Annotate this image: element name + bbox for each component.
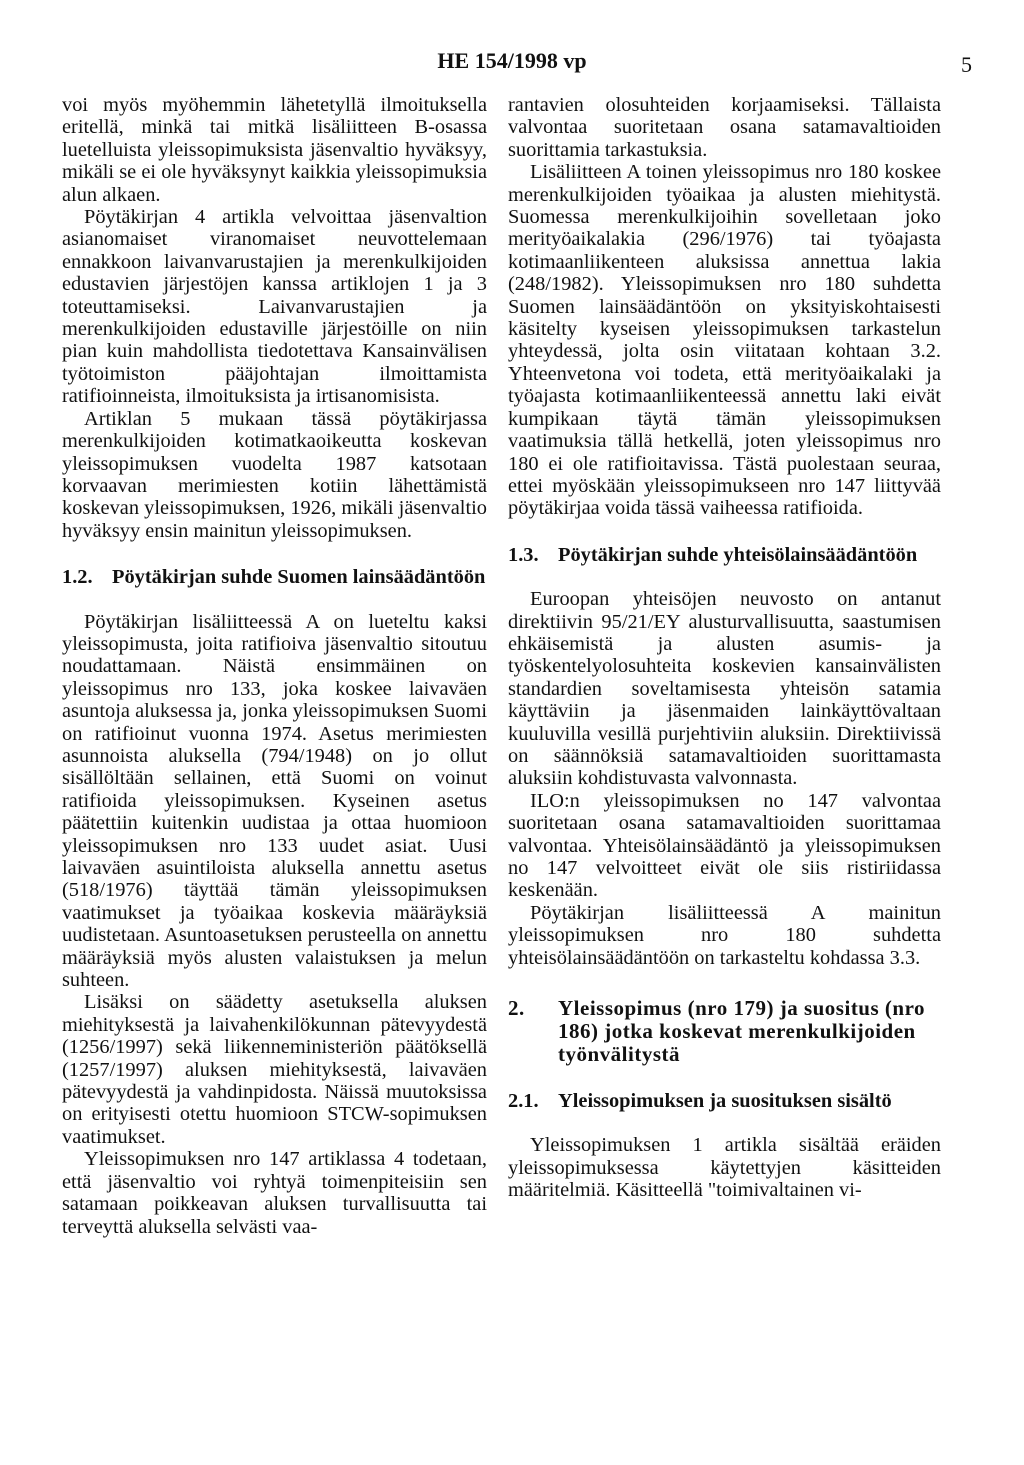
heading-title: Pöytäkirjan suhde Suomen lainsäädäntöön <box>112 566 486 589</box>
paragraph: Pöytäkirjan lisäliitteessä A on lueteltu kaksi yleissopimusta, joita ratifioiva jäsenvaltio sitoutuu noudattamaan. Näistä ensimmäinen on yleissopimus nro 133, joka koskee laivaväen asuntoja aluksessa ja, jonka yleissopimuksen Suomi on ratifioinut vuonna 1974. Asetus merimiesten asunnoista aluksella (794/1948) on jo ollut sisällöltään sellainen, että Suomi on voinut ratifioida yleissopimuksen. Kyseinen asetus päätettiin kuitenkin uudistaa ja ottaa huomioon yleissopimuksen nro 133 uudet asiat. Uusi laivaväen asuintiloista aluksella annettu asetus (518/1976) täyttää tämän yleissopimuksen vaatimukset ja työaikaa koskevia määräyksiä uudistetaan. Asuntoasetuksen perusteella on annettu määräyksiä myös alusten valaistuksen ja melun suhteen. <box>62 610 487 992</box>
heading-number: 1.2. <box>62 566 93 589</box>
paragraph: Pöytäkirjan lisäliitteessä A mainitun yleissopimuksen nro 180 suhdetta yhteisölainsäädäntöön on tarkasteltu kohdassa 3.3. <box>508 901 941 969</box>
heading-title: Yleissopimuksen ja suosituksen sisältö <box>558 1090 892 1113</box>
heading-number: 1.3. <box>508 543 539 566</box>
paragraph: Yleissopimuksen nro 147 artiklassa 4 todetaan, että jäsenvaltio voi ryhtyä toimenpiteisiin sen satamaan poikkeavan aluksen turvallisuutta tai terveyttä aluksella selvästi vaa- <box>62 1148 487 1238</box>
page-header <box>0 44 1024 84</box>
section-heading-2 <box>508 997 941 1066</box>
section-heading-1-3 <box>508 544 941 566</box>
paragraph: ILO:n yleissopimuksen no 147 valvontaa suoritetaan osana satamavaltioiden suorittamaa valvontaa. Yhteisölainsäädäntö ja yleissopimuksen no 147 velvoitteet eivät ole siis ristiriidassa keskenään. <box>508 789 941 902</box>
section-heading-2-1 <box>508 1090 941 1112</box>
section-heading-1-2 <box>62 566 487 588</box>
document-id: HE 154/1998 vp <box>437 48 587 73</box>
heading-number: 2.1. <box>508 1090 539 1113</box>
heading-title: Yleissopimus (nro 179) ja suositus (nro 186) jotka koskevat merenkulkijoiden työnvälitystä <box>558 996 926 1067</box>
paragraph: rantavien olosuhteiden korjaamiseksi. Tällaista valvontaa suoritetaan osana satamavaltioiden suorittamia tarkastuksia. <box>508 94 941 161</box>
paragraph: Pöytäkirjan 4 artikla velvoittaa jäsenvaltion asianomaiset viranomaiset neuvottelemaan ennakkoon laivanvarustajien ja merenkulkijoiden edustavien järjestöjen kanssa artiklojen 1 ja 3 toteuttamiseksi. Laivanvarustajien ja merenkulkijoiden edustaville järjestöille on niin pian kuin mahdollista tiedotettava Kansainvälisen työtoimiston pääjohtajan ilmoittamista ratifioinneista, ilmoituksista ja irtisanomisista. <box>62 206 487 408</box>
left-column <box>62 94 487 1238</box>
paragraph: voi myös myöhemmin lähetetyllä ilmoituksella eritellä, minkä tai mitkä lisäliitteen B-osassa luetelluista yleissopimuksista jäsenvaltio hyväksyy, mikäli se ei ole hyväksynyt kaikkia yleissopimuksia alun alkaen. <box>62 94 487 206</box>
paragraph: Artiklan 5 mukaan tässä pöytäkirjassa merenkulkijoiden kotimatkaoikeutta koskevan yleissopimuksen vuodelta 1987 katsotaan korvaavan merimiesten kotiin lähettämistä koskevan yleissopimuksen, 1926, mikäli jäsenvaltio hyväksyy ensin mainitun yleissopimuksen. <box>62 407 487 542</box>
paragraph: Lisäksi on säädetty asetuksella aluksen miehityksestä ja laivahenkilökunnan pätevyydestä (1256/1997) sekä liikenneministeriön päätöksellä (1257/1997) aluksen miehityksestä, laivaväen pätevyydestä ja vahdinpidosta. Näissä muutoksissa on erityisesti otettu huomioon STCW-sopimuksen vaatimukset. <box>62 991 487 1148</box>
paragraph: Euroopan yhteisöjen neuvosto on antanut direktiivin 95/21/EY alusturvallisuutta, saastumisen ehkäisemistä ja alusten asumis- ja työskentelyolosuhteita koskevien kansainvälisten standardien soveltamisesta yhteisön satamia käyttäviin ja jäsenmaiden lainkäyttövaltaan kuuluvilla vesillä purjehtiviin aluksiin. Direktiivissä on säännöksiä satamavaltioiden suorittamasta aluksiin kohdistuvasta valvonnasta. <box>508 588 941 790</box>
heading-number: 2. <box>508 996 525 1021</box>
page-number: 5 <box>961 52 972 77</box>
right-column <box>508 94 941 1202</box>
paragraph: Lisäliitteen A toinen yleissopimus nro 180 koskee merenkulkijoiden työaikaa ja alusten miehitystä. Suomessa merenkulkijoihin sovelletaan joko merityöaikalakia (296/1976) tai työajasta kotimaanliikenteen aluksissa annettua lakia (248/1982). Yleissopimuksen nro 180 suhdetta Suomen lainsäädäntöön on yksityiskohtaisesti käsitelty kyseisen yleissopimuksen tarkastelun yhteydessä, jolta osin viitataan kohtaan 3.2. Yhteenvetona voi todeta, että merityöaikalaki ja työajasta kotimaanliikenteessä annettu laki eivät kumpikaan täytä tämän yleissopimuksen vaatimuksia tällä hetkellä, joten yleissopimus nro 180 ei ole ratifioitavissa. Tästä puolestaan seuraa, ettei myöskään yleissopimukseen nro 147 liittyvää pöytäkirjaa voida tässä vaiheessa ratifioida. <box>508 161 941 520</box>
paragraph: Yleissopimuksen 1 artikla sisältää eräiden yleissopimuksessa käytettyjen käsitteiden määritelmiä. Käsitteellä "toimivaltainen vi- <box>508 1134 941 1202</box>
heading-title: Pöytäkirjan suhde yhteisölainsäädäntöön <box>558 543 918 566</box>
